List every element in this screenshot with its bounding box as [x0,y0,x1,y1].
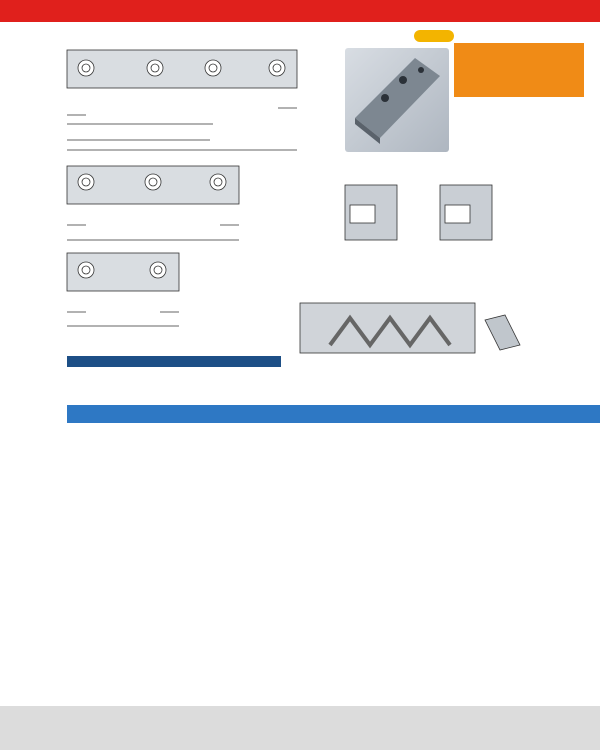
spec-table-body [67,423,600,681]
footer [0,706,600,750]
pitch-table-title [67,356,281,367]
spec-table-header [67,405,600,423]
spec-table [67,405,600,681]
order-line [67,345,81,355]
